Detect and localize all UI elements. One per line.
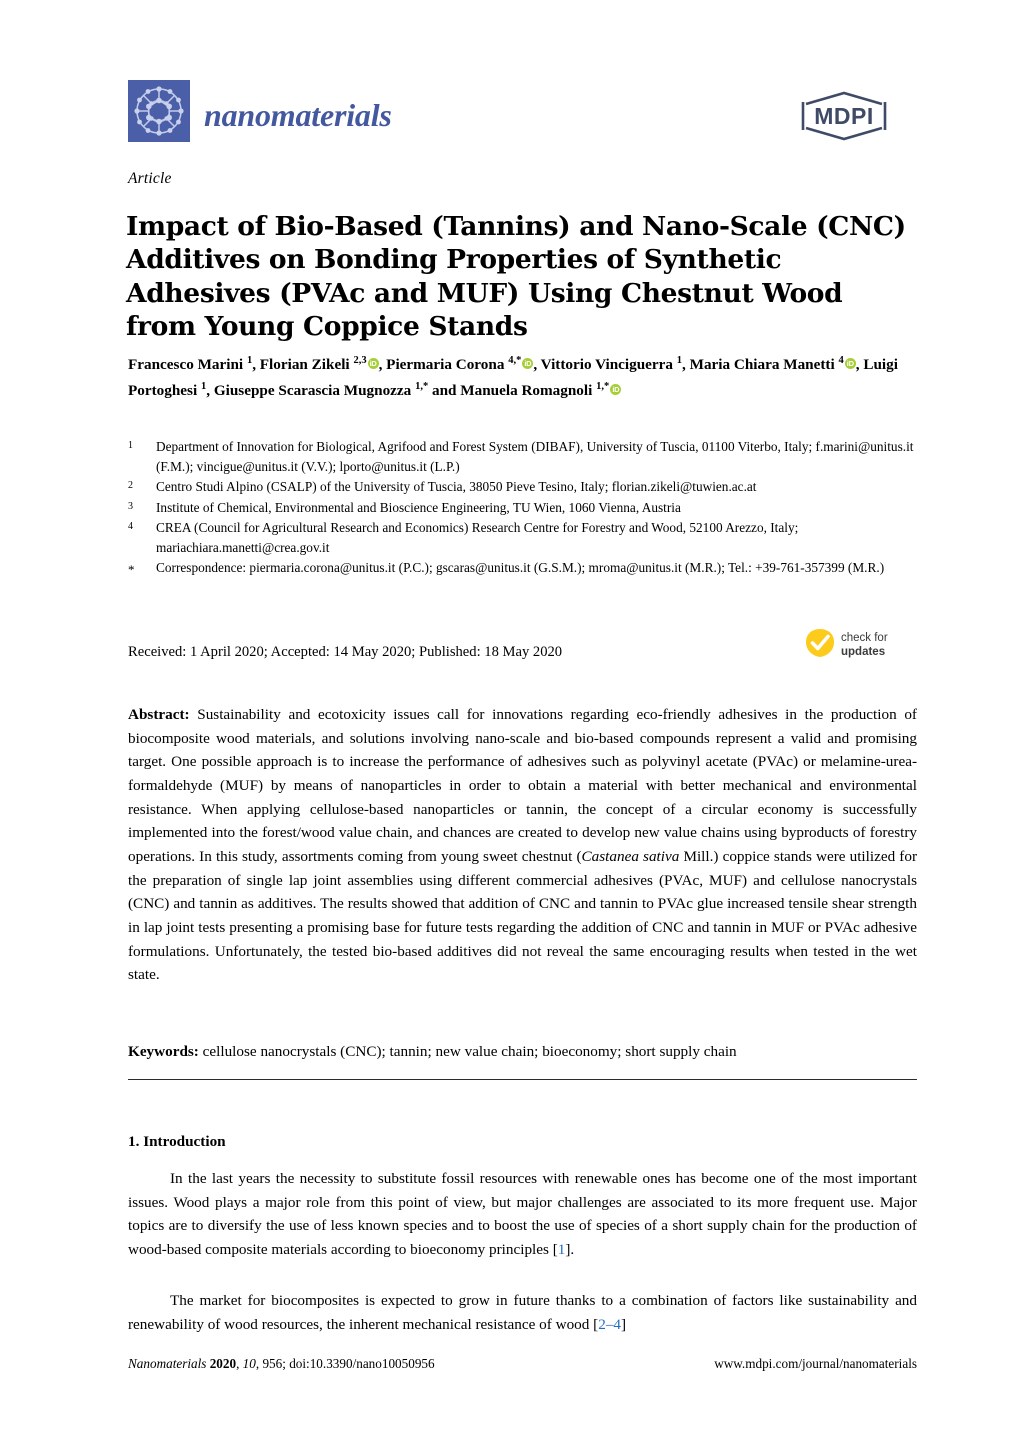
fullerene-molecule-icon bbox=[128, 80, 190, 142]
affiliation-marker: 1 bbox=[128, 440, 133, 451]
affiliation-text: Department of Innovation for Biological, Agrifood and Forest System (DIBAF), University of Tuscia, 01100 Viterbo, Italy; f.marini@unitus.it (F.M.); vincigue@unitus.it (V.V.); lporto@unitus.it (L.P.) bbox=[156, 439, 914, 475]
affiliation-text: Correspondence: piermaria.corona@unitus.it (P.C.); gscaras@unitus.it (G.S.M.); mroma@unitus.it (M.R.); Tel.: +39-761-357399 (M.R.) bbox=[156, 560, 885, 576]
affiliation-row bbox=[128, 558, 918, 580]
journal-name: nanomaterials bbox=[204, 97, 392, 133]
affiliation-marker: * bbox=[128, 562, 135, 578]
section-heading-introduction: 1. Introduction bbox=[128, 1132, 226, 1150]
author-affiliation-marker: 4 bbox=[838, 355, 844, 366]
author-name: Piermaria Corona bbox=[386, 356, 509, 374]
footer-journal-url[interactable]: www.mdpi.com/journal/nanomaterials bbox=[714, 1356, 917, 1371]
keywords-label: Keywords: bbox=[128, 1043, 199, 1061]
author-separator: , bbox=[252, 356, 260, 374]
affiliation-text: Centro Studi Alpino (CSALP) of the University of Tuscia, 38050 Pieve Tesino, Italy; florian.zikeli@tuwien.ac.at bbox=[156, 479, 757, 495]
introduction-paragraph-2-text-b: ] bbox=[621, 1315, 627, 1333]
affiliation-marker: 4 bbox=[128, 520, 133, 532]
abstract-species-name: Castanea sativa bbox=[581, 848, 680, 866]
check-for-updates-text bbox=[841, 632, 888, 658]
orcid-icon[interactable]: iD bbox=[522, 358, 533, 369]
orcid-icon[interactable]: iD bbox=[610, 384, 621, 395]
abstract-part1: Sustainability and ecotoxicity issues call for innovations regarding eco-friendly adhesives in the production of biocomposite wood materials, and solutions involving nano-scale and bio-based compounds represent a valid and promising target. One possible approach is to increase the performance of adhesives such as polyvinyl acetate (PVAc) or melamine-urea-formaldehyde (MUF) by means of nanoparticles in order to obtain a material with better mechanical and environmental resistance. When applying cellulose-based nanoparticles or tannin, the concept of a circular economy is successfully implemented into the forest/wood value chain, and chances are created to develop new value chains using byproducts of forestry operations. In this study, assortments coming from young sweet chestnut ( bbox=[128, 706, 917, 866]
footer-journal-name: Nanomaterials bbox=[128, 1356, 207, 1371]
author-name: Luigi Portoghesi bbox=[128, 356, 898, 399]
abstract-part2: Mill.) coppice stands were utilized for the preparation of single lap joint assemblies using different commercial adhesives (PVAc, MUF) and cellulose nanocrystals (CNC) and tannin as additives. The results showed that addition of CNC and tannin to PVAc glue increased tensile shear strength in lap joint tests presenting a promising base for future tests regarding the addition of CNC and tannin in MUF or PVAc adhesive formulations. Unfortunately, the tested bio-based additives did not reveal the same encouraging results when tested in the wet state. bbox=[128, 848, 917, 984]
check-for-updates-badge[interactable] bbox=[805, 628, 888, 663]
author-separator: and bbox=[428, 381, 461, 399]
affiliation-row bbox=[128, 498, 918, 518]
crossmark-line2: updates bbox=[841, 645, 886, 658]
introduction-paragraph-1-text-b: ]. bbox=[565, 1241, 575, 1259]
author-separator: , bbox=[682, 356, 690, 374]
author-name: Giuseppe Scarascia Mugnozza bbox=[213, 381, 416, 399]
citation-link-1[interactable]: 1 bbox=[557, 1241, 566, 1259]
author-affiliation-marker: 4,* bbox=[508, 355, 522, 366]
author-list bbox=[128, 352, 918, 403]
introduction-paragraph-1 bbox=[128, 1167, 917, 1262]
affiliation-row bbox=[128, 477, 918, 497]
author-affiliation-marker: 1 bbox=[676, 355, 683, 366]
masthead bbox=[128, 80, 892, 150]
mdpi-hexagon-logo bbox=[796, 88, 892, 149]
author-name: Florian Zikeli bbox=[259, 356, 354, 374]
affiliation-marker: 2 bbox=[128, 480, 133, 492]
author-affiliation-marker: 1 bbox=[200, 380, 207, 392]
keywords-text: cellulose nanocrystals (CNC); tannin; new value chain; bioeconomy; short supply chain bbox=[198, 1043, 737, 1061]
check-for-updates-badge-icon bbox=[805, 628, 835, 663]
introduction-paragraph-1-text-a: In the last years the necessity to substitute fossil resources with renewable ones has become one of the most important issues. Wood plays a major role from this point of view, but major challenges are associated to its more frequent use. Major topics are to diversify the use of less known species and to boost the use of species of a short supply chain for the production of wood-based composite materials according to bioeconomy principles [ bbox=[128, 1170, 917, 1259]
author-name: Maria Chiara Manetti bbox=[689, 356, 839, 374]
keywords bbox=[128, 1041, 917, 1064]
article-type-label: Article bbox=[128, 170, 172, 187]
author-name: Francesco Marini bbox=[128, 356, 247, 374]
affiliation-text: CREA (Council for Agricultural Research and Economics) Research Centre for Forestry and Wood, 52100 Arezzo, Italy; mariachiara.manetti@crea.gov.it bbox=[156, 519, 799, 556]
footer-citation-rest: , 956; doi:10.3390/nano10050956 bbox=[255, 1356, 435, 1371]
crossmark-line1: check for bbox=[841, 632, 888, 645]
introduction-paragraph-2-text-a: The market for biocomposites is expected to grow in future thanks to a combination of factors like sustainability and renewability of wood resources, the inherent mechanical resistance of wood [ bbox=[128, 1292, 917, 1333]
footer-volume: 10 bbox=[242, 1356, 256, 1371]
affiliation-text: Institute of Chemical, Environmental and Bioscience Engineering, TU Wien, 1060 Vienna, Austria bbox=[156, 499, 681, 515]
author-separator: , bbox=[533, 356, 541, 374]
orcid-icon[interactable]: iD bbox=[845, 358, 856, 369]
orcid-icon[interactable]: iD bbox=[368, 358, 379, 369]
footer-year: 2020 bbox=[209, 1356, 237, 1371]
affiliation-marker: 3 bbox=[128, 500, 133, 512]
page-title: Impact of Bio-Based (Tannins) and Nano-Scale (CNC) Additives on Bonding Properties of Synthetic Adhesives (PVAc and MUF) Using Chestnut Wood from Young Coppice Stands bbox=[126, 210, 906, 343]
footer-citation: Nanomaterials 2020, 10, 956; doi:10.3390/nano10050956 bbox=[128, 1356, 435, 1371]
affiliation-row bbox=[128, 437, 918, 477]
author-affiliation-marker: 1,* bbox=[415, 380, 429, 392]
journal-brand bbox=[128, 80, 392, 142]
author-separator: , bbox=[206, 381, 214, 399]
author-affiliation-marker: 1,* bbox=[596, 380, 610, 392]
author-affiliation-marker: 1 bbox=[246, 355, 253, 366]
abstract-label: Abstract: bbox=[128, 706, 190, 724]
publication-dates: Received: 1 April 2020; Accepted: 14 May 2020; Published: 18 May 2020 bbox=[128, 644, 563, 660]
author-affiliation-marker: 2,3 bbox=[353, 355, 367, 366]
mdpi-logo-text: MDPI bbox=[814, 103, 874, 129]
page-footer bbox=[128, 1356, 917, 1372]
author-separator: , bbox=[855, 356, 864, 374]
section-divider bbox=[128, 1079, 917, 1080]
citation-link-2-4[interactable]: 2–4 bbox=[598, 1315, 621, 1333]
author-separator: , bbox=[378, 356, 387, 374]
introduction-paragraph-2 bbox=[128, 1289, 917, 1336]
affiliation-row bbox=[128, 518, 918, 558]
author-name: Manuela Romagnoli bbox=[460, 381, 597, 399]
affiliation-list bbox=[128, 437, 918, 580]
abstract bbox=[128, 703, 917, 987]
author-name: Vittorio Vinciguerra bbox=[540, 356, 677, 374]
